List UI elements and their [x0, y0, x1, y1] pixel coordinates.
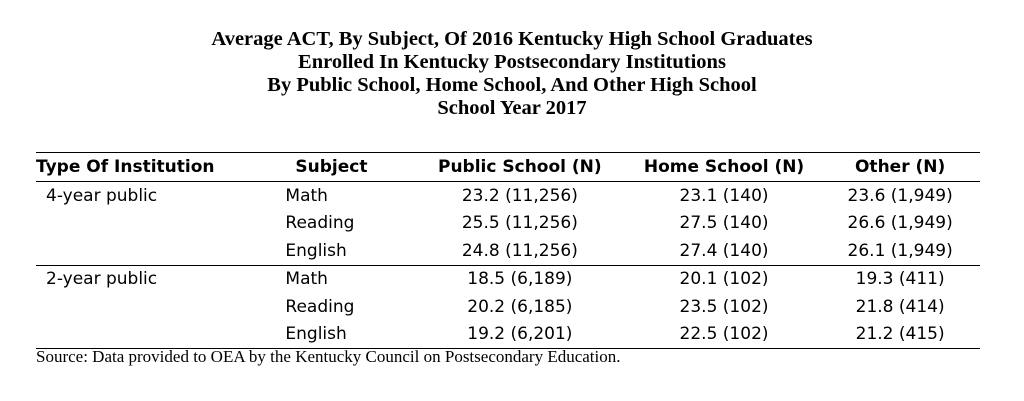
institution-cell-empty [36, 293, 285, 321]
header-subject: Subject [295, 157, 368, 177]
title-line-3: By Public School, Home School, And Other High School [267, 74, 757, 96]
public-cell: 20.2 (6,185) [467, 296, 573, 317]
other-cell: 26.6 (1,949) [847, 213, 953, 234]
source-note: Source: Data provided to OEA by the Kentucky Council on Postsecondary Education. [36, 347, 621, 366]
other-cell: 26.1 (1,949) [847, 240, 953, 261]
public-cell: 25.5 (11,256) [461, 213, 578, 234]
other-cell: 19.3 (411) [855, 269, 945, 290]
public-cell: 24.8 (11,256) [461, 240, 578, 261]
header-other: Other (N) [854, 157, 946, 177]
institution-cell-empty [36, 237, 285, 265]
subject-cell: Reading [285, 296, 355, 317]
table-row [36, 182, 980, 210]
public-cell: 19.2 (6,201) [467, 324, 573, 345]
home-cell: 27.5 (140) [679, 213, 769, 234]
header-institution: Type Of Institution [36, 157, 215, 177]
home-cell: 20.1 (102) [679, 269, 769, 290]
title-line-4: School Year 2017 [437, 97, 587, 119]
other-cell: 21.8 (414) [855, 296, 945, 317]
header-row [36, 153, 980, 182]
title-line-1: Average ACT, By Subject, Of 2016 Kentucky High School Graduates [211, 28, 813, 50]
institution-cell-empty [36, 321, 285, 349]
table-row [36, 237, 980, 265]
table-row [36, 210, 980, 238]
header-public-school: Public School (N) [438, 157, 602, 177]
table-row [36, 265, 980, 293]
table-row [36, 321, 980, 349]
public-cell: 18.5 (6,189) [467, 269, 573, 290]
subject-cell: Math [285, 269, 328, 290]
institution-cell-empty [36, 210, 285, 238]
other-cell: 23.6 (1,949) [847, 185, 953, 206]
header-home-school: Home School (N) [643, 157, 805, 177]
home-cell: 22.5 (102) [679, 324, 769, 345]
home-cell: 27.4 (140) [679, 240, 769, 261]
table-title [0, 28, 1024, 120]
subject-cell: Math [285, 185, 328, 206]
subject-cell: Reading [285, 213, 355, 234]
title-line-2: Enrolled In Kentucky Postsecondary Institutions [298, 51, 726, 73]
other-cell: 21.2 (415) [855, 324, 945, 345]
institution-cell: 2-year public [46, 269, 158, 290]
table-row [36, 293, 980, 321]
group-4-year-public [36, 182, 980, 266]
home-cell: 23.5 (102) [679, 296, 769, 317]
subject-cell: English [285, 324, 347, 345]
home-cell: 23.1 (140) [679, 185, 769, 206]
group-2-year-public [36, 265, 980, 349]
act-table [36, 152, 980, 349]
public-cell: 23.2 (11,256) [461, 185, 578, 206]
table-header [36, 153, 980, 182]
institution-cell: 4-year public [46, 185, 158, 206]
subject-cell: English [285, 240, 347, 261]
